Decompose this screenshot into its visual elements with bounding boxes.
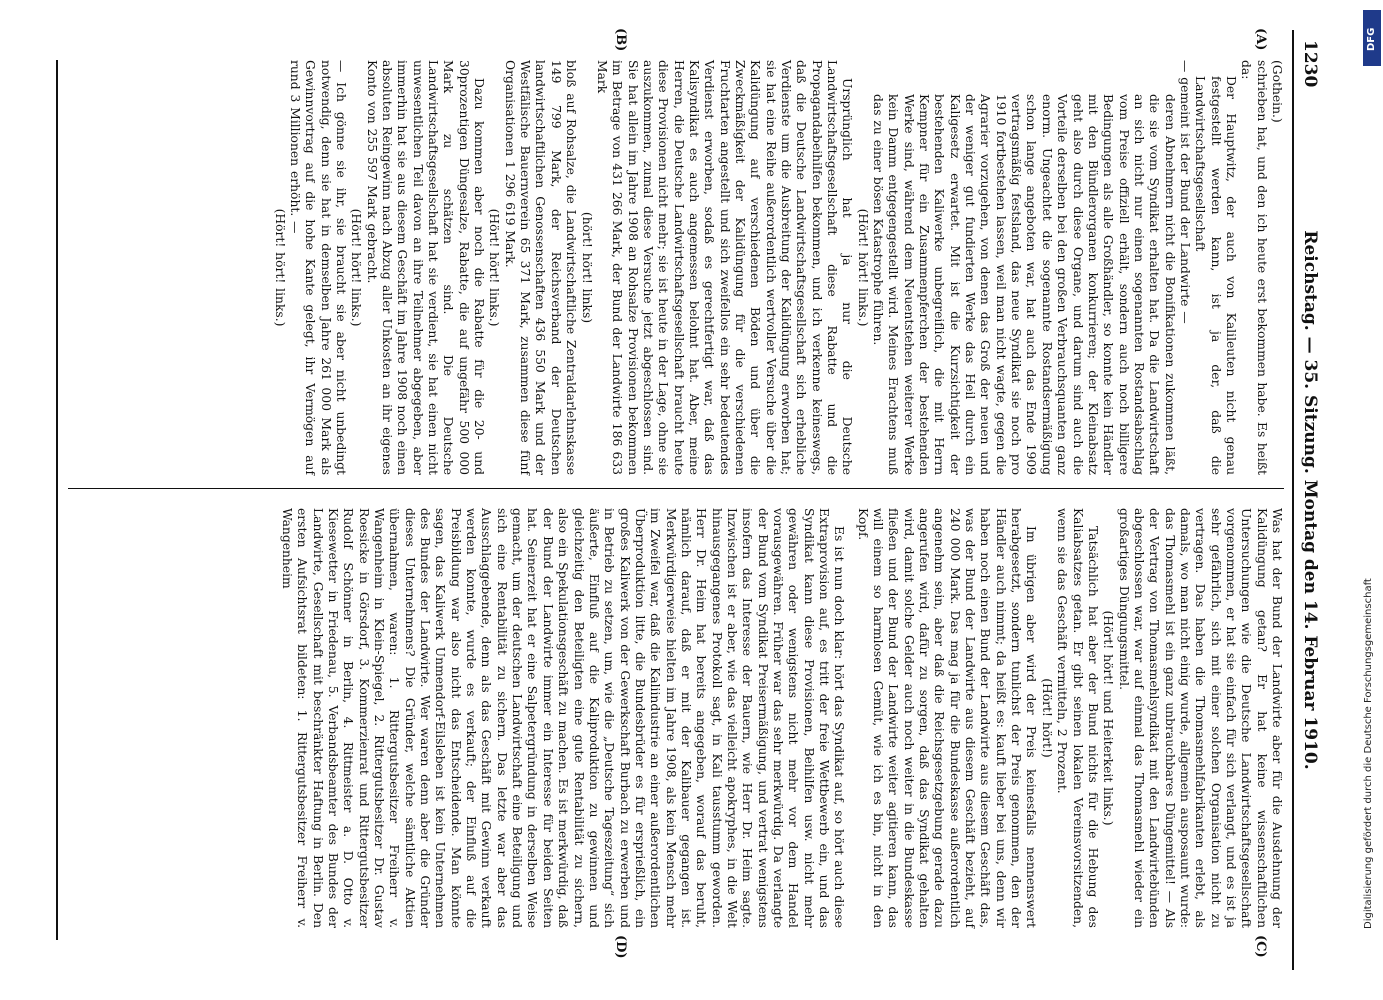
margin-marker-c: (C) — [1253, 935, 1268, 958]
paragraph: — gemeint ist der Bund der Landwirte — — [1177, 60, 1192, 324]
margin-marker-d: (D) — [613, 935, 628, 959]
interjection: (Hört! hört! links.) — [272, 208, 287, 327]
header-rule — [1292, 30, 1294, 970]
column-divider — [68, 488, 1284, 489]
paragraph-gap — [846, 508, 854, 928]
paragraph: schrieben hat, und den ich heute erst bekommen habe. Es heißt da: — [1239, 60, 1269, 475]
paragraph: (Gothein.) — [1270, 60, 1284, 123]
page-number: 1230 — [1300, 40, 1320, 88]
paragraph: — Ich gönne sie ihr, sie braucht sie aber nicht unbedingt notwendig, denn sie hat in demselben Jahre 261 000 Mark als Gewinnvortrag auf die hohe Kante gelegt, ihr Vermögen auf rund 3 Millionen erhöht. — — [288, 60, 349, 475]
margin-marker-a: (A) — [1253, 28, 1268, 51]
paragraph: deren Abnehmern nicht die Bonifikationen zukommen läßt, die sie vom Syndikat erhalten hat. Da die Landwirtschaft an sich nicht nur einen sogenannten Rostandsabschlag vom Preise offiziell erhält, sondern auch noch billigere Bedingungen als alle Großhändler, so konnte kein Händler mit den Bündlerorganen konkurrieren; der Kleinabsatz geht also durch diese Organe, und darum sind auch die Vorteile derselben bei den großen Verbrauchsquanten ganz enorm. Ungeachtet die sogenannte Rostandsermäßigung schon lange angeboten war, hat auch das Ende 1909 vertragsmäßig festsland, das neue Syndikat sie noch pro 1910 fortbestehen lassen, weil man nicht wagte, gegen die Agrarier vorzugehen, von denen das Groß der neuen und der weniger gut fundierten Werke das Heil durch ein Kaligesetz erwartet. Mit ist die Kurzsichtigkeit der bestehenden Kaliwerke unbegreiflich, die mit Herrn Kempner für ein Zusammenpferchen der bestehenden Werke sind, während dem Neuentstehen weiterer Werke kein Damm entgegengestellt wird. Meines Erachtens muß das zu einer bösen Katastrophe führen. — [871, 94, 1177, 475]
interjection: (Hört! hört! und Heiterkeit links.) — [1101, 610, 1116, 826]
left-column — [271, 60, 1284, 475]
paragraph: Tatsächlich hat aber der Bund nichts für die Hebung des Kaliabsatzes getan. Er gibt seinen lokalen Vereinsvorsitzenden, wenn sie das Geschäft vermitteln, 2 Prozent. — [1055, 508, 1100, 928]
right-column — [279, 508, 1284, 928]
interjection: (Hört! hört! links.) — [487, 208, 502, 327]
margin-marker-b: (B) — [613, 28, 628, 52]
page-header — [1292, 30, 1328, 970]
interjection: (Hört! hört! links.) — [349, 208, 364, 327]
paragraph: Ursprünglich hat ja nur die Deutsche Landwirtschaftsgesellschaft diese Rabatte und die Propagandabeihilfen bekommen, und ich verkenne keineswegs, daß die Deutsche Landwirtschaftsgesellschaft sich erhebliche Verdienste um die Ausbreitung der Kalidüngung erworben hat; sie hat eine Reihe außerordentlich wertvoller Versuche über die Kalidüngung auf verschiedenen Böden und über die Zweckmäßigkeit der Kalidüngung für die verschiedenen Fruchtarten angestellt und sich zweifellos ein sehr bedeutendes Verdienst erworben, sodaß es gerechtfertigt war, daß das Kalisyndikat es auch angemessen belohnt hat. Aber, meine Herren, die Deutsche Landwirtschaftsgesellschaft braucht heute diese Provisionen nicht mehr; sie ist heute in der Lage, ohne sie auszukommen, zumal diese Versuche jetzt abgeschlossen sind. Sie hat allein im Jahre 1908 an Rohsalze Provisionen bekommen im Betrage von 431 266 Mark, der Bund der Landwirte 186 633 Mark — [594, 60, 855, 475]
paragraph: Es ist nun doch klar: hört das Syndikat auf, so hört auch diese Extraprovision auf, es tritt der freie Wettbewerb ein, und das Syndikat kann diese Provisionen, Beihilfen usw. nicht mehr gewähren oder wenigstens nicht mehr vor dem Handel vorausgewähren. Früher war das sehr merkwürdig. Da verlangte der Bund vom Syndikat Preisermäßigung, und vertrat wenigstens insofern das Interesse der Bauern, wie Herr Dr. Heim sagte. Inzwischen ist er aber, wie das vielleicht apokryphes, in die Welt hinausgegangenes Protokoll sagt, in Kali tausstumm geworden. Herr Dr. Heim hat bereits angegeben, worauf das beruht, nämlich darauf, daß er mit der Kalibauer gegangen ist. Merkwürdigerweise hielten im Jahre 1908, als kein Mensch mehr im Zweifel war, daß die Kaliindustrie an einer außerordentlichen Überproduktion litte, die Bundesbrüder es für ersprießlich, ein großes Kaliwerk von der Gewerkschaft Burbach zu erwerben und in Betrieb zu setzen, um, wie die „Deutsche Tageszeitung“ sich äußerte, Einfluß auf die Kaliproduktion zu gewinnen und gleichzeitig den Beteiligten eine gute Rentabilität zu sichern, also ein Spekulationsgeschäft zu machen. Es ist merkwürdig, daß der Bund der Landwirte immer ein Interesse für beiden Seiten hat. Seinerzeit hat er eine Salpetergründung in derselben Weise gemacht, um der deutschen Landwirtschaft eine Beteiligung und sich eine Rentabilität zu sichern. Das letzte war aber das Ausschlaggebende, denn als das Geschäft mit Gewinn verkauft werden konnte, wurde es verkauft; der Einfluß auf die Preisbildung war also nicht das Entscheidende. Man könnte sagen, das Kaliwerk Unmendorf-Eilsleben ist kein Unternehmen des Bundes der Landwirte. Wer waren denn aber die Gründer dieses Unternehmens? Die Gründer, welche sämtliche Aktien übernahmen, waren: 1. Rittergutsbesitzer Freiherr v. Wangenheim in Klein-Spiegel, 2. Rittergutsbesitzer Dr. Gustav Roesicke in Görsdorf, 3. Kommerzienrat und Rittergutsbesitzer Rudolf Schönner in Berlin, 4. Rittmeister a. D. Otto v. Kiesewetter in Friedenau, 5. Verbandsbeamter des Bundes der Landwirte, Gesellschaft mit beschränkter Haftung in Berlin. Den ersten Aufsichtsrat bildeten: 1. Rittergutsbesitzer Freiherr v. Wangenheim — [280, 508, 847, 928]
paragraph: Was hat der Bund der Landwirte aber für die Ausdehnung der Kalidüngung getan? Er hat keine wissenschaftlichen Untersuchungen wie die Deutsche Landwirtschaftsgesellschaft vorgenommen, er hat sie einfach für sich verlangt, und es ist ja sehr gefährlich, sich mit einer solchen Organisation nicht zu vertragen. Das haben die Thomasmehlfabrikanten erlebt, als damals, wo man nicht einig wurde, allgemein ausposaunt wurde: das Thomasmehl ist ein ganz unbrauchbares Düngemittel! — Als der Vertrag von Thomasmehlsyndikat mit den Landwirtebünden abgeschlossen war, war auf einmal das Thomasmehl wieder ein großartiges Düngungsmittel. — [1116, 508, 1284, 928]
dfg-logo: DFG — [1363, 10, 1381, 66]
paragraph: bloß auf Rohsalze, die Landwirtschaftliche Zentraldarlehnskasse 149 799 Mark, der Reichsverband der Deutschen landwirtschaftlichen Genossenschaften 436 550 Mark und der Westfälische Bauernverein 65 371 Mark, zusammen diese fünf Organisationen 1 296 619 Mark. — [502, 60, 579, 475]
digitization-credit: Digitalisierung gefördert durch die Deutsche Forschungsgemeinschaft — [1363, 578, 1374, 929]
paragraph: Der Hauptwitz, der auch von Kalileuten nicht genau festgestellt werden kann, ist ja der, daß die Landwirtschaftsgesellschaft — [1193, 76, 1238, 475]
paragraph: Im übrigen aber wird der Preis keinesfalls nennenswert herabgesetzt, sondern tunlichst der Preis genommen, den der Händler auch nimmt; da heißt es: kauft lieber bei uns, denn wir haben noch einen Bund der Landwirte aus diesem Geschäft das, was der Bund der Landwirte aus diesem Geschäft bezieht, auf 240 000 Mark. Das mag ja für die Bundeskasse außerordentlich angenehm sein, aber daß die Reichsgesetzgebung gerade dazu angerufen wird, dafür zu sorgen, daß das Syndikat gehalten wird, damit solche Gelder auch noch weiter in die Bundeskasse fließen und der Bund der Landwirte weiter agitieren kann, das will einem so harmlosen Gemüt, wie ich es bin, nicht in den Kopf. — [855, 508, 1039, 928]
paragraph: Dazu kommen aber noch die Rabatte für die 20- und 30prozentigen Düngesalze, Rabatte, die auf ungefähr 500 000 Mark zu schätzen sind. Die Deutsche Landwirtschaftsgesellschaft hat sie verdient, sie hat einen nicht unwesentlichen Teil davon an ihre Teilnehmer abgegeben, aber immerhin hat sie aus diesem Geschäft im Jahre 1908 noch einen absoluten Reingewinn nach Abzug aller Unkosten an ihr eigenes Konto von 255 597 Mark gebracht. — [364, 60, 487, 475]
page-content — [38, 30, 1328, 970]
interjection: (Hört! hört!) — [1039, 678, 1054, 758]
footer-rule — [56, 60, 58, 940]
interjection: (Hört! hört! links.) — [855, 208, 870, 327]
page-title: Reichstag. — 35. Sitzung. Montag den 14. Februar 1910. — [1300, 230, 1320, 770]
interjection: (hört! hört! links) — [579, 211, 594, 324]
